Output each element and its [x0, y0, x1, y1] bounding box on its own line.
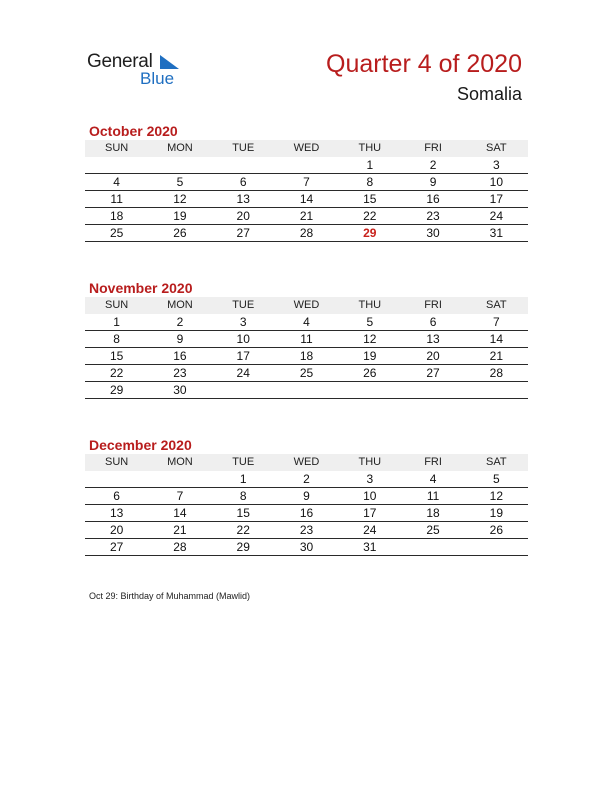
weekday-header: SUN	[85, 454, 148, 471]
day-cell: 6	[85, 488, 148, 505]
weekday-header: TUE	[212, 454, 275, 471]
day-cell: 18	[275, 348, 338, 365]
empty-day-cell	[275, 382, 338, 399]
day-cell: 18	[401, 505, 464, 522]
day-cell: 20	[401, 348, 464, 365]
day-cell: 24	[338, 522, 401, 539]
day-cell: 28	[465, 365, 528, 382]
day-cell: 11	[275, 331, 338, 348]
calendar-grid	[85, 454, 528, 556]
weekday-header: FRI	[401, 297, 464, 314]
general-blue-logo	[87, 51, 187, 91]
day-cell: 2	[148, 314, 211, 331]
day-cell: 4	[275, 314, 338, 331]
quarter-title: Quarter 4 of 2020	[326, 50, 522, 78]
day-cell: 27	[212, 225, 275, 242]
day-cell: 7	[465, 314, 528, 331]
day-cell: 6	[212, 174, 275, 191]
weekday-header: SAT	[465, 297, 528, 314]
day-cell: 31	[338, 539, 401, 556]
holiday-note: Oct 29: Birthday of Muhammad (Mawlid)	[89, 591, 251, 601]
day-cell: 25	[401, 522, 464, 539]
calendar-grid	[85, 140, 528, 242]
empty-day-cell	[212, 382, 275, 399]
day-cell: 28	[148, 539, 211, 556]
weekday-header: SUN	[85, 140, 148, 157]
day-cell: 10	[212, 331, 275, 348]
day-cell: 13	[85, 505, 148, 522]
day-cell: 13	[212, 191, 275, 208]
weekday-header: FRI	[401, 454, 464, 471]
empty-day-cell	[338, 382, 401, 399]
day-cell: 10	[465, 174, 528, 191]
weekday-header: SUN	[85, 297, 148, 314]
day-cell: 24	[212, 365, 275, 382]
day-cell: 21	[275, 208, 338, 225]
day-cell: 29	[338, 225, 401, 242]
day-cell: 8	[212, 488, 275, 505]
weekday-header: WED	[275, 297, 338, 314]
empty-day-cell	[148, 471, 211, 488]
day-cell: 20	[212, 208, 275, 225]
day-cell: 9	[148, 331, 211, 348]
day-cell: 27	[85, 539, 148, 556]
day-cell: 22	[85, 365, 148, 382]
day-cell: 4	[85, 174, 148, 191]
day-cell: 24	[465, 208, 528, 225]
day-cell: 9	[275, 488, 338, 505]
day-cell: 22	[212, 522, 275, 539]
day-cell: 12	[338, 331, 401, 348]
day-cell: 17	[212, 348, 275, 365]
day-cell: 25	[275, 365, 338, 382]
day-cell: 16	[275, 505, 338, 522]
day-cell: 23	[148, 365, 211, 382]
day-cell: 7	[275, 174, 338, 191]
day-cell: 30	[148, 382, 211, 399]
day-cell: 14	[148, 505, 211, 522]
weekday-header: SAT	[465, 454, 528, 471]
empty-day-cell	[465, 539, 528, 556]
day-cell: 19	[338, 348, 401, 365]
day-cell: 1	[85, 314, 148, 331]
day-cell: 14	[465, 331, 528, 348]
month-november	[85, 279, 528, 399]
weekday-header: THU	[338, 454, 401, 471]
day-cell: 10	[338, 488, 401, 505]
day-cell: 1	[338, 157, 401, 174]
day-cell: 15	[85, 348, 148, 365]
day-cell: 26	[465, 522, 528, 539]
month-december	[85, 436, 528, 556]
day-cell: 29	[85, 382, 148, 399]
day-cell: 5	[465, 471, 528, 488]
day-cell: 3	[212, 314, 275, 331]
empty-day-cell	[401, 539, 464, 556]
day-cell: 12	[148, 191, 211, 208]
logo-text-general: General	[87, 51, 153, 72]
empty-day-cell	[148, 157, 211, 174]
month-title: November 2020	[89, 280, 193, 296]
day-cell: 22	[338, 208, 401, 225]
day-cell: 2	[401, 157, 464, 174]
weekday-header: MON	[148, 140, 211, 157]
logo-text-blue: Blue	[140, 69, 175, 88]
day-cell: 5	[148, 174, 211, 191]
day-cell: 30	[401, 225, 464, 242]
day-cell: 16	[148, 348, 211, 365]
country-name: Somalia	[456, 84, 522, 104]
day-cell: 14	[275, 191, 338, 208]
day-cell: 16	[401, 191, 464, 208]
weekday-header: THU	[338, 140, 401, 157]
day-cell: 12	[465, 488, 528, 505]
calendar-grid	[85, 297, 528, 399]
day-cell: 19	[148, 208, 211, 225]
day-cell: 11	[401, 488, 464, 505]
day-cell: 31	[465, 225, 528, 242]
weekday-header: FRI	[401, 140, 464, 157]
day-cell: 28	[275, 225, 338, 242]
day-cell: 6	[401, 314, 464, 331]
day-cell: 15	[212, 505, 275, 522]
day-cell: 17	[338, 505, 401, 522]
day-cell: 8	[85, 331, 148, 348]
day-cell: 26	[338, 365, 401, 382]
month-october	[85, 122, 528, 242]
empty-day-cell	[212, 157, 275, 174]
weekday-header: SAT	[465, 140, 528, 157]
day-cell: 23	[401, 208, 464, 225]
day-cell: 1	[212, 471, 275, 488]
day-cell: 3	[465, 157, 528, 174]
day-cell: 3	[338, 471, 401, 488]
weekday-header: MON	[148, 454, 211, 471]
weekday-header: THU	[338, 297, 401, 314]
day-cell: 17	[465, 191, 528, 208]
month-title: December 2020	[89, 437, 192, 453]
day-cell: 15	[338, 191, 401, 208]
day-cell: 19	[465, 505, 528, 522]
day-cell: 26	[148, 225, 211, 242]
day-cell: 9	[401, 174, 464, 191]
weekday-header: MON	[148, 297, 211, 314]
month-title: October 2020	[89, 123, 178, 139]
day-cell: 27	[401, 365, 464, 382]
day-cell: 21	[465, 348, 528, 365]
day-cell: 4	[401, 471, 464, 488]
empty-day-cell	[85, 471, 148, 488]
empty-day-cell	[85, 157, 148, 174]
logo-triangle-icon	[160, 55, 179, 69]
day-cell: 20	[85, 522, 148, 539]
weekday-header: WED	[275, 454, 338, 471]
empty-day-cell	[275, 157, 338, 174]
day-cell: 25	[85, 225, 148, 242]
day-cell: 18	[85, 208, 148, 225]
day-cell: 2	[275, 471, 338, 488]
weekday-header: WED	[275, 140, 338, 157]
day-cell: 7	[148, 488, 211, 505]
day-cell: 13	[401, 331, 464, 348]
day-cell: 11	[85, 191, 148, 208]
day-cell: 29	[212, 539, 275, 556]
weekday-header: TUE	[212, 297, 275, 314]
day-cell: 21	[148, 522, 211, 539]
weekday-header: TUE	[212, 140, 275, 157]
empty-day-cell	[465, 382, 528, 399]
day-cell: 5	[338, 314, 401, 331]
day-cell: 8	[338, 174, 401, 191]
day-cell: 23	[275, 522, 338, 539]
day-cell: 30	[275, 539, 338, 556]
empty-day-cell	[401, 382, 464, 399]
